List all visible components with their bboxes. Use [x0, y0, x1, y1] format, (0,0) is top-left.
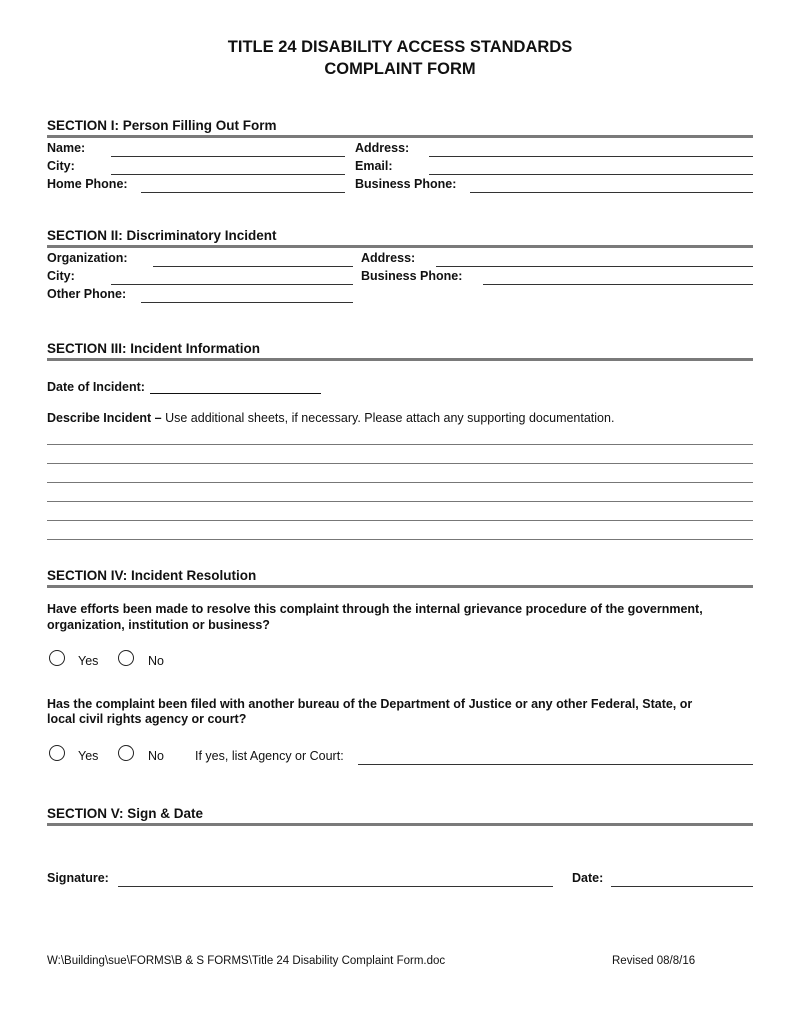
describe-incident-text: Use additional sheets, if necessary. Please attach any supporting documentation.	[161, 411, 615, 425]
business-phone-field[interactable]	[470, 192, 753, 193]
section1-heading: SECTION I: Person Filling Out Form	[47, 118, 277, 133]
section4-heading: SECTION IV: Incident Resolution	[47, 568, 257, 583]
section2-heading: SECTION II: Discriminatory Incident	[47, 228, 277, 243]
q2-no-label: No	[148, 749, 164, 763]
section2-rule	[47, 245, 753, 248]
home-phone-label: Home Phone:	[47, 177, 128, 191]
q1-no-radio[interactable]	[118, 650, 134, 666]
section4-rule	[47, 585, 753, 588]
org-address-field[interactable]	[436, 266, 753, 267]
city-label: City:	[47, 159, 75, 173]
signature-field[interactable]	[118, 886, 553, 887]
home-phone-field[interactable]	[141, 192, 345, 193]
describe-line-3[interactable]	[47, 482, 753, 483]
section5-heading: SECTION V: Sign & Date	[47, 806, 204, 821]
name-field[interactable]	[111, 156, 345, 157]
q2-yes-label: Yes	[78, 749, 99, 763]
other-phone-field[interactable]	[141, 302, 353, 303]
sign-date-field[interactable]	[611, 886, 753, 887]
form-title-line2: COMPLAINT FORM	[324, 60, 476, 78]
question1-line2: organization, institution or business?	[47, 618, 270, 632]
q2-yes-radio[interactable]	[49, 745, 65, 761]
org-address-label: Address:	[361, 251, 416, 265]
question1-line1: Have efforts been made to resolve this complaint through the internal grievance procedure of the government,	[47, 602, 703, 616]
q1-no-label: No	[148, 654, 164, 668]
describe-line-5[interactable]	[47, 520, 753, 521]
section3-heading: SECTION III: Incident Information	[47, 341, 261, 356]
describe-line-2[interactable]	[47, 463, 753, 464]
sign-date-label: Date:	[572, 871, 604, 885]
q1-yes-radio[interactable]	[49, 650, 65, 666]
address-label: Address:	[355, 141, 410, 155]
organization-field[interactable]	[153, 266, 353, 267]
agency-field[interactable]	[358, 764, 753, 765]
name-label: Name:	[47, 141, 86, 155]
q2-no-radio[interactable]	[118, 745, 134, 761]
email-label: Email:	[355, 159, 393, 173]
org-business-phone-field[interactable]	[483, 284, 753, 285]
section3-rule	[47, 358, 753, 361]
footer-revised-date: Revised 08/8/16	[612, 955, 696, 967]
describe-line-6[interactable]	[47, 539, 753, 540]
organization-label: Organization:	[47, 251, 128, 265]
date-of-incident-label: Date of Incident:	[47, 380, 145, 394]
q1-yes-label: Yes	[78, 654, 99, 668]
question2-line1: Has the complaint been filed with another bureau of the Department of Justice or any other Federal, State, or	[47, 697, 693, 711]
date-of-incident-field[interactable]	[150, 393, 321, 394]
question2-line2: local civil rights agency or court?	[47, 712, 247, 726]
describe-line-1[interactable]	[47, 444, 753, 445]
section1-rule	[47, 135, 753, 138]
describe-incident-instructions	[47, 411, 614, 425]
signature-label: Signature:	[47, 871, 109, 885]
org-city-label: City:	[47, 269, 75, 283]
org-business-phone-label: Business Phone:	[361, 269, 463, 283]
business-phone-label: Business Phone:	[355, 177, 457, 191]
agency-label: If yes, list Agency or Court:	[195, 749, 344, 763]
city-field[interactable]	[111, 174, 345, 175]
other-phone-label: Other Phone:	[47, 287, 127, 301]
describe-incident-label: Describe Incident –	[47, 411, 162, 425]
org-city-field[interactable]	[111, 284, 353, 285]
describe-line-4[interactable]	[47, 501, 753, 502]
footer-file-path: W:\Building\sue\FORMS\B & S FORMS\Title 24 Disability Complaint Form.doc	[47, 955, 446, 967]
form-title-line1: TITLE 24 DISABILITY ACCESS STANDARDS	[227, 38, 573, 56]
section5-rule	[47, 823, 753, 826]
email-field[interactable]	[429, 174, 753, 175]
address-field[interactable]	[429, 156, 753, 157]
